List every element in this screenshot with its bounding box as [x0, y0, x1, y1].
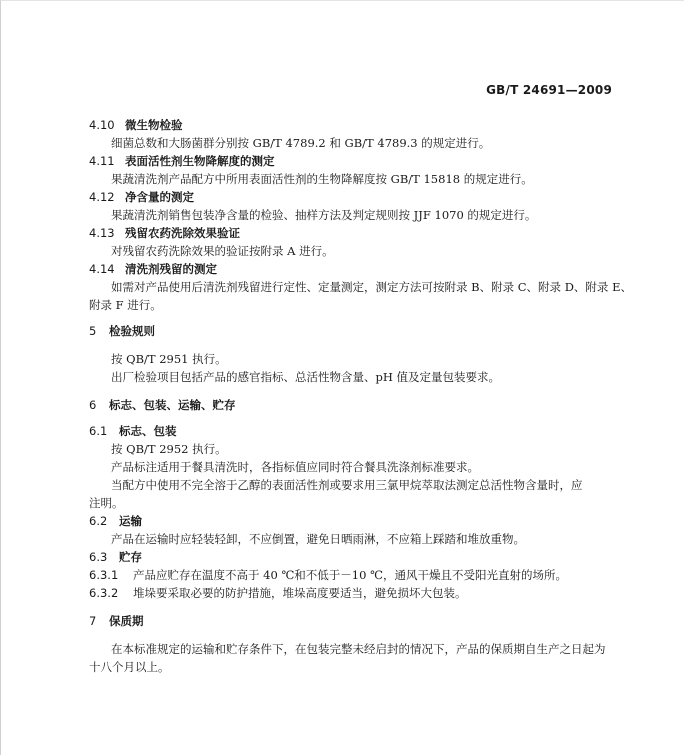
section-title: 清洗剂残留的测定 [125, 262, 217, 276]
heading-4-12 [89, 189, 194, 205]
section-number: 7 [89, 614, 97, 628]
section-title: 残留农药洗除效果验证 [125, 226, 240, 240]
section-title: 标志、包装 [119, 424, 177, 438]
heading-4-14 [89, 261, 217, 277]
paragraph-6-1-line-2: 产品标注适用于餐具清洗时，各指标值应同时符合餐具洗涤剂标准要求。 [111, 460, 479, 474]
paragraph-4-11: 果蔬清洗剂产品配方中所用表面活性剂的生物降解度按 GB/T 15818 的规定进行。 [111, 172, 533, 186]
heading-5 [89, 323, 155, 339]
heading-4-13 [89, 225, 240, 241]
clause-6-3-2 [89, 585, 467, 601]
section-number: 4.11 [89, 154, 115, 168]
section-number: 4.14 [89, 262, 115, 276]
clause-text: 堆垛要采取必要的防护措施，堆垛高度要适当，避免损坏大包装。 [133, 586, 467, 600]
paragraph-5-line-2: 出厂检验项目包括产品的感官指标、总活性物含量、pH 值及定量包装要求。 [111, 370, 501, 384]
paragraph-4-13: 对残留农药洗除效果的验证按附录 A 进行。 [111, 244, 334, 258]
section-title: 标志、包装、运输、贮存 [109, 398, 236, 412]
paragraph-7-line-1: 在本标准规定的运输和贮存条件下，在包装完整未经启封的情况下，产品的保质期自生产之日起为 [111, 642, 606, 656]
paragraph-6-2: 产品在运输时应轻装轻卸，不应倒置，避免日晒雨淋，不应箱上踩踏和堆放重物。 [111, 532, 525, 546]
section-title: 微生物检验 [125, 118, 183, 132]
section-number: 5 [89, 324, 97, 338]
paragraph-4-14-line-1: 如需对产品使用后清洗剂残留进行定性、定量测定，测定方法可按附录 B、附录 C、附录 D、附录 E、 [111, 280, 632, 294]
paragraph-6-1-line-1: 按 QB/T 2952 执行。 [111, 442, 227, 456]
paragraph-6-1-line-3: 当配方中使用不完全溶于乙醇的表面活性剂或要求用三氯甲烷萃取法测定总活性物含量时，应 [111, 478, 583, 492]
section-number: 4.13 [89, 226, 115, 240]
clause-text: 产品应贮存在温度不高于 40 ℃和不低于－10 ℃，通风干燥且不受阳光直射的场所。 [133, 568, 567, 582]
paragraph-4-12: 果蔬清洗剂销售包装净含量的检验、抽样方法及判定规则按 JJF 1070 的规定进行。 [111, 208, 537, 222]
paragraph-7-line-2: 十八个月以上。 [89, 660, 170, 674]
section-number: 6.2 [89, 514, 108, 528]
section-number: 6.3 [89, 550, 108, 564]
section-title: 表面活性剂生物降解度的测定 [125, 154, 275, 168]
section-title: 运输 [119, 514, 142, 528]
section-title: 贮存 [119, 550, 142, 564]
section-title: 净含量的测定 [125, 190, 194, 204]
heading-7 [89, 613, 144, 629]
section-title: 保质期 [109, 614, 144, 628]
heading-6-3 [89, 549, 142, 565]
heading-6-1 [89, 423, 177, 439]
heading-4-10 [89, 117, 183, 133]
heading-4-11 [89, 153, 275, 169]
paragraph-4-14-line-2: 附录 F 进行。 [89, 298, 162, 312]
heading-6-2 [89, 513, 142, 529]
standard-code: GB/T 24691—2009 [486, 83, 612, 97]
paragraph-5-line-1: 按 QB/T 2951 执行。 [111, 352, 227, 366]
section-number: 6.1 [89, 424, 108, 438]
section-number: 4.12 [89, 190, 115, 204]
paragraph-6-1-line-4: 注明。 [89, 496, 124, 510]
heading-6 [89, 397, 236, 413]
clause-6-3-1 [89, 567, 567, 583]
section-number: 6.3.1 [89, 568, 119, 582]
section-title: 检验规则 [109, 324, 155, 338]
paragraph-4-10: 细菌总数和大肠菌群分别按 GB/T 4789.2 和 GB/T 4789.3 的规定进行。 [111, 136, 491, 150]
section-number: 4.10 [89, 118, 115, 132]
section-number: 6.3.2 [89, 586, 119, 600]
section-number: 6 [89, 398, 97, 412]
